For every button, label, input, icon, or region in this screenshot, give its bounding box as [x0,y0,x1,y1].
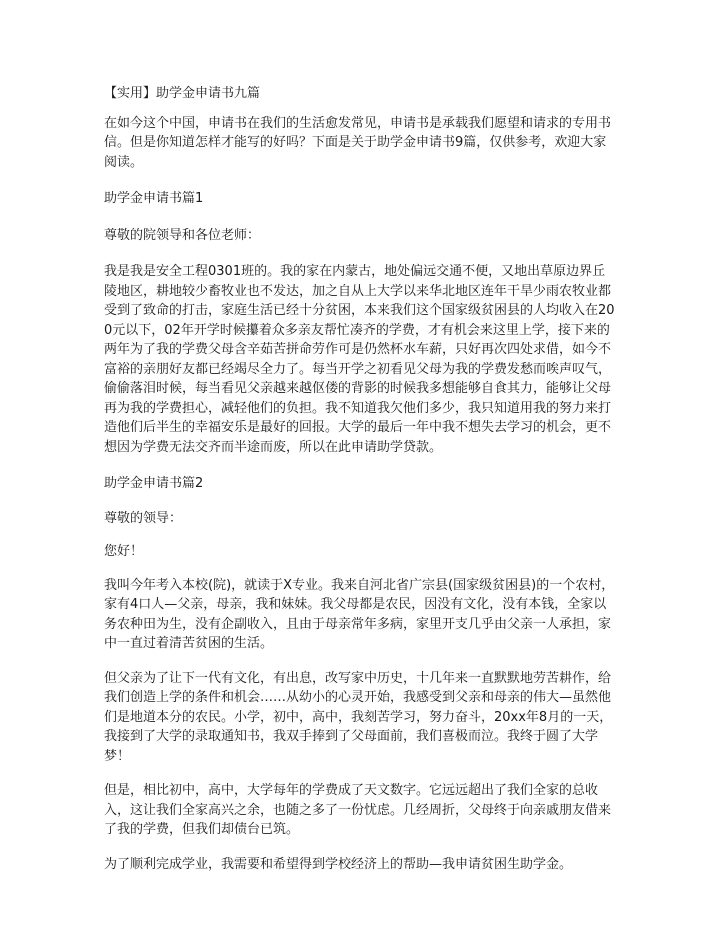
document-title: 【实用】助学金申请书九篇 [104,86,261,101]
section-2-paragraph: 但父亲为了让下一代有文化，有出息，改写家中历史，十几年来一直默默地劳苦耕作，给我们创造上学的条件和机会……从幼小的心灵开始，我感受到父亲和母亲的伟大—虽然他们是地道本分的农民。小学，初中，高中，我刻苦学习，努力奋斗，20xx年8月的一天，我接到了大学的录取通知书，我双手捧到了父母面前，我们喜极而泣。我终于圆了大学梦！ [104,670,613,764]
section-1-heading: 助学金申请书篇1 [104,191,204,206]
section-2-heading: 助学金申请书篇2 [104,476,204,491]
document-page [104,84,617,889]
section-2-greeting: 尊敬的领导： [104,510,183,526]
section-2-paragraph: 我叫今年考入本校(院)，就读于X专业。我来自河北省广宗县(国家级贫困县)的一个农村，家有4口人—父亲，母亲，我和妹妹。我父母都是农民，因没有文化，没有本钱，全家以务农种田为生，没有企副收入，且由于母亲常年多病，家里开支几乎由父亲一人承担，家中一直过着清苦贫困的生活。 [104,577,615,651]
section-2-hello: 您好！ [104,544,144,559]
section-1-body: 我是我是安全工程0301班的。我的家在内蒙古，地处偏远交通不便，又地出草原边界丘陵地区，耕地较少畜牧业也不发达，加之自从上大学以来华北地区连年干旱少雨农牧业都受到了致命的打击，家庭生活已经十分贫困，本来我们这个国家级贫困县的人均收入在200元以下，02年开学时候攥着众多亲友帮忙凑齐的学费，才有机会来这里上学，接下来的两年为了我的学费父母含辛茹苦拼命劳作可是仍然杯水车薪，只好再次四处求借，如今不富裕的亲朋好友都已经竭尽全力了。每当开学之初看见父母为我的学费发愁而唉声叹气，偷偷落泪时候，每当看见父亲越来越伛偻的背影的时候我多想能够自食其力，能够让父母再为我的学费担心，减轻他们的负担。我不知道我欠他们多少，我只知道用我的努力来打造他们后半生的幸福安乐是最好的回报。大学的最后一年中我不想失去学习的机会，更不想因为学费无法交齐而半途而废，所以在此申请助学贷款。 [104,264,615,455]
section-2-paragraph: 为了顺利完成学业，我需要和希望得到学校经济上的帮助—我申请贫困生助学金。 [104,856,573,872]
intro-paragraph: 在如今这个中国，申请书在我们的生活愈发常见，申请书是承载我们愿望和请求的专用书信。但是你知道怎样才能写的好吗？下面是关于助学金申请书9篇，仅供参考，欢迎大家阅读。 [104,115,612,170]
section-2-paragraph: 但是，相比初中，高中，大学每年的学费成了天文数字。它远远超出了我们全家的总收入，这让我们全家高兴之余，也随之多了一份忧虑。几经周折，父母终于向亲戚朋友借来了我的学费，但我们却债台已筑。 [104,783,612,837]
section-1-greeting: 尊敬的院领导和各位老师： [104,227,261,243]
